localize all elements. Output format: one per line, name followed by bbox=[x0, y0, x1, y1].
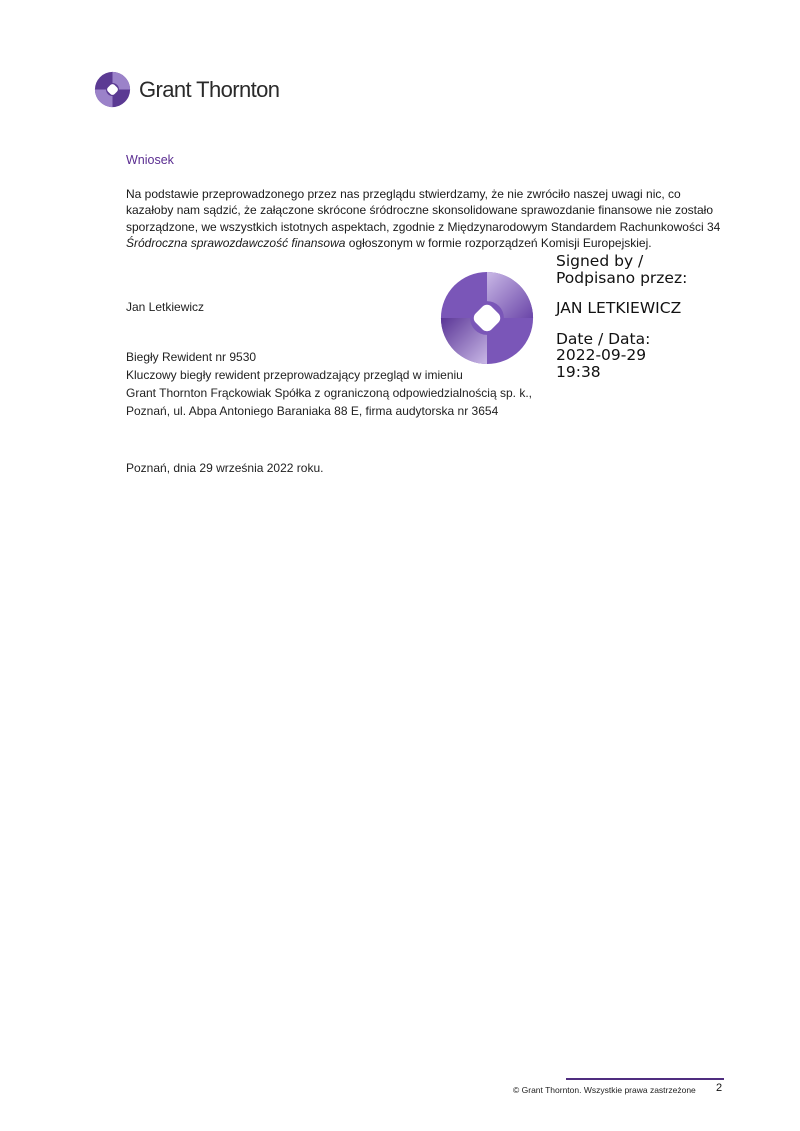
signed-by-label-pl: Podpisano przez: bbox=[556, 268, 688, 287]
conclusion-paragraph bbox=[126, 186, 726, 251]
grant-thornton-logo-icon bbox=[94, 71, 131, 108]
place-date: Poznań, dnia 29 września 2022 roku. bbox=[126, 461, 324, 475]
date-label: Date / Data: bbox=[556, 329, 651, 348]
paragraph-text: Na podstawie przeprowadzonego przez nas przeglądu stwierdzamy, że nie zwróciło naszej uwagi nic, co kazałoby nam sądzić, że załączone skrócone śródroczne skonsolidowane sprawozdanie finansowe nie zostało sporządzone, we wszystkich istotnych aspektach, zgodnie z Międzynarodowym Standardem Rachunkowości 34 bbox=[126, 187, 721, 234]
auditor-name: Jan Letkiewicz bbox=[126, 300, 205, 314]
signed-by-label: Signed by / bbox=[556, 252, 644, 270]
page-number: 2 bbox=[716, 1082, 723, 1094]
standard-title: Śródroczna sprawozdawczość finansowa bbox=[126, 235, 346, 250]
section-heading: Wniosek bbox=[126, 153, 174, 167]
company-logo bbox=[94, 71, 279, 108]
signature-date: 2022-09-29 bbox=[556, 346, 647, 364]
paragraph-text-end: ogłoszonym w formie rozporządzeń Komisji Europejskiej. bbox=[345, 235, 652, 250]
auditor-license: Biegły Rewident nr 9530 bbox=[126, 350, 257, 364]
footer-rule bbox=[566, 1078, 724, 1080]
signer-name: JAN LETKIEWICZ bbox=[556, 299, 682, 317]
audit-firm-address: Poznań, ul. Abpa Antoniego Baraniaka 88 E, firma audytorska nr 3654 bbox=[126, 404, 499, 418]
footer-copyright: © Grant Thornton. Wszystkie prawa zastrzeżone bbox=[513, 1085, 696, 1095]
auditor-role: Kluczowy biegły rewident przeprowadzający przegląd w imieniu bbox=[126, 368, 463, 382]
audit-firm-name: Grant Thornton Frąckowiak Spółka z ograniczoną odpowiedzialnością sp. k., bbox=[126, 386, 532, 400]
digital-signature-block bbox=[556, 253, 687, 380]
logo-wordmark: Grant Thornton bbox=[139, 76, 280, 102]
signature-time: 19:38 bbox=[556, 362, 601, 381]
signature-seal-icon bbox=[440, 271, 534, 365]
